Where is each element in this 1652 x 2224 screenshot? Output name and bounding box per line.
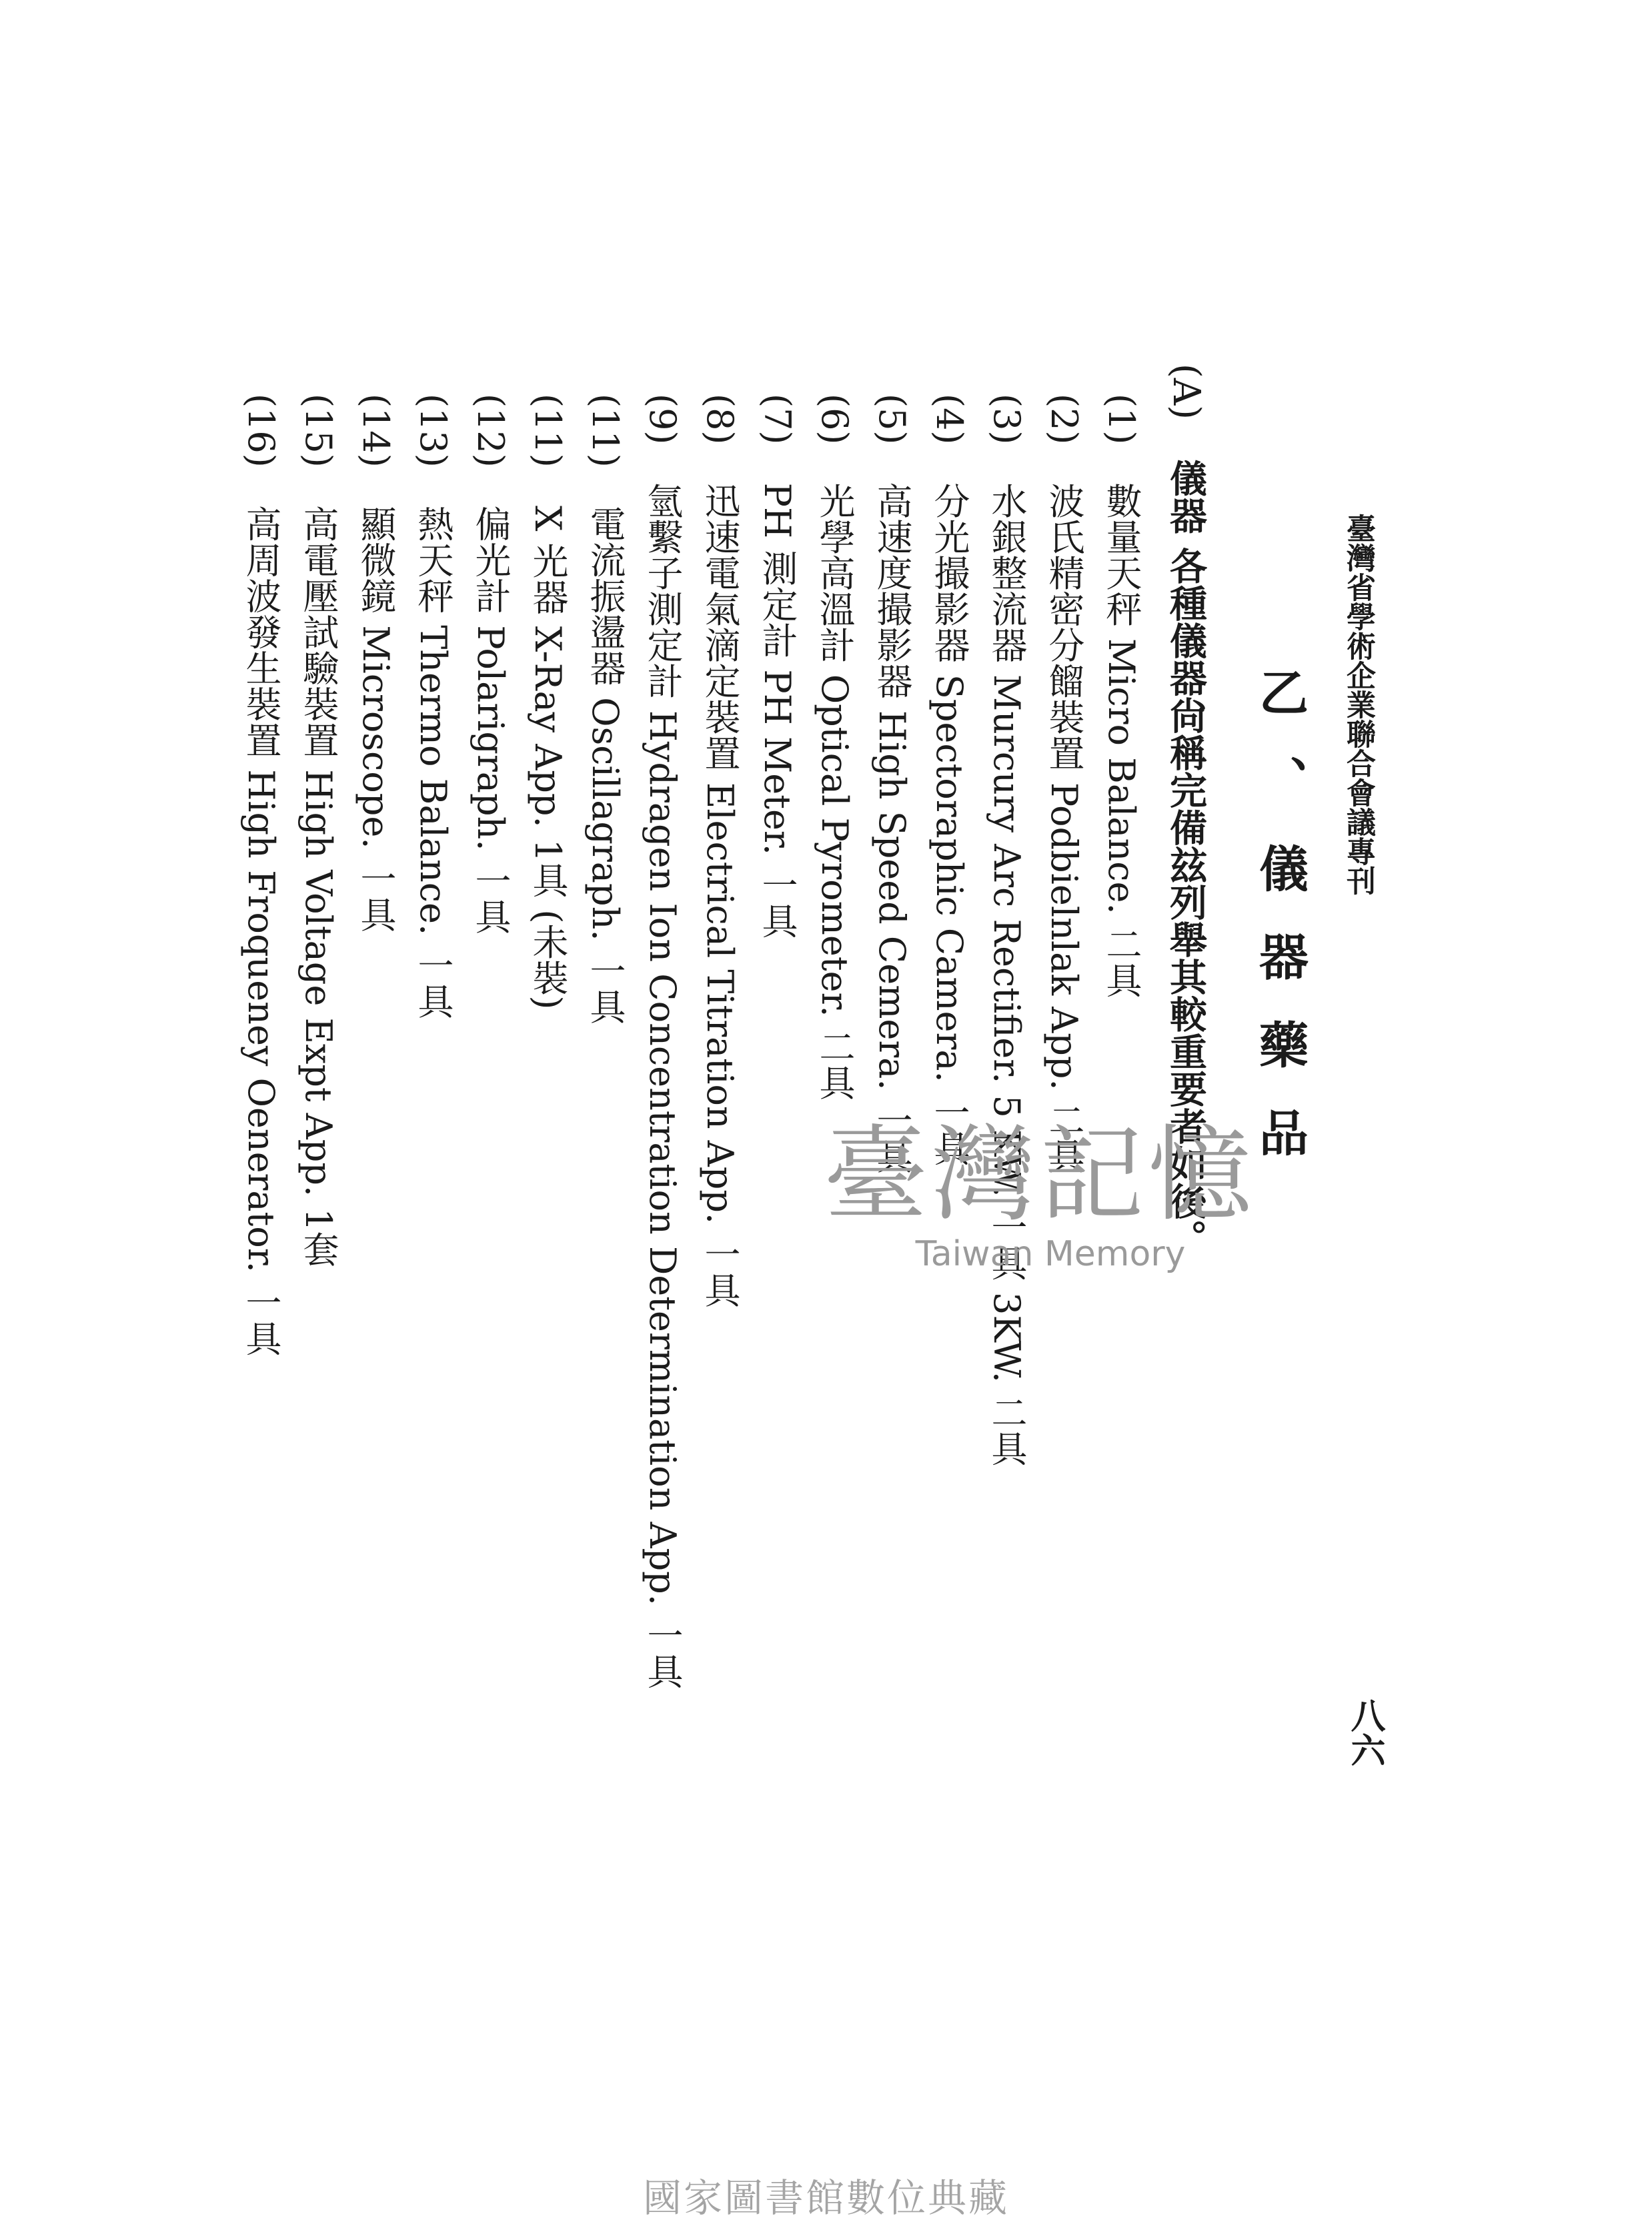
item-number: (14): [355, 394, 397, 468]
item-number: (3): [986, 394, 1028, 445]
item-text: 高周波發生裝置 High Froqueney Oenerator. 一具: [240, 506, 282, 1356]
list-item: [1043, 394, 1085, 1174]
item-text: PH 測定計 PH Meter. 一具: [756, 482, 798, 939]
list-item: [871, 394, 913, 1174]
item-number: (9): [642, 394, 684, 445]
item-number: (5): [871, 394, 913, 445]
intro-text: 儀器 各種儀器尙稱完備玆列舉其較重要者如後。: [1164, 459, 1208, 1257]
item-text: 光學高溫計 Optical Pyrometer. 二具: [814, 482, 856, 1101]
list-item: [642, 394, 684, 1690]
item-text: 偏光計 Polarigraph. 一具: [470, 506, 512, 935]
item-text: 電流振盪器 Oscillagraph. 一具: [584, 506, 626, 1025]
watermark-cjk: 臺灣記憶: [824, 1114, 1256, 1235]
item-number: (2): [1043, 394, 1085, 445]
intro-label: (A): [1164, 364, 1208, 420]
item-text: 水銀整流器 Murcury Arc Rectifier. 5 KW. 一具 3KW. 二具: [986, 482, 1028, 1467]
item-number: (12): [470, 394, 512, 468]
item-text: 顯微鏡 Microscope. 一具: [355, 506, 397, 933]
watermark-en: Taiwan Memory: [915, 1234, 1186, 1274]
section-title: 乙、儀器藥品: [1251, 667, 1309, 1195]
list-item: [928, 394, 970, 1166]
item-number: (7): [756, 394, 798, 445]
item-text: 迅速電氣滴定裝置 Electrical Titration App. 一具: [699, 482, 741, 1308]
list-item: [527, 394, 569, 1010]
item-text: 數量天秤 Micro Balance. 二具: [1100, 482, 1142, 998]
item-text: 高速度撮影器 High Speed Cemera. 一具: [871, 482, 913, 1174]
item-number: (16): [240, 394, 282, 468]
item-number: (1): [1100, 394, 1142, 445]
item-number: (6): [814, 394, 856, 445]
list-item: [240, 394, 282, 1356]
item-text: 氫繫子測定計 Hydragen Ion Concentration Determination App. 一具: [642, 482, 684, 1690]
running-header: 臺灣省學術企業聯合會議專刊: [1341, 514, 1375, 895]
list-item: [1100, 394, 1142, 998]
list-item: [699, 394, 741, 1308]
list-item: [756, 394, 798, 939]
watermark-logo: [824, 1111, 1291, 1284]
list-item: [412, 394, 454, 1019]
item-number: (13): [412, 394, 454, 468]
item-text: 高電壓試驗裝置 High Voltage Expt App. 1套: [297, 506, 339, 1267]
page-number: 八六: [1345, 1698, 1385, 1767]
item-number: (15): [297, 394, 339, 468]
list-item: [355, 394, 397, 933]
list-item: [986, 394, 1028, 1467]
footer-collection: 國家圖書館數位典藏: [642, 2175, 1009, 2221]
item-number: (11): [527, 394, 569, 468]
item-number: (11): [584, 394, 626, 468]
list-item: [470, 394, 512, 935]
item-number: (8): [699, 394, 741, 445]
item-number: (4): [928, 394, 970, 445]
item-text: 熱天秤 Thermo Balance. 一具: [412, 506, 454, 1019]
list-item: [584, 394, 626, 1025]
list-item: [297, 394, 339, 1267]
item-text: X 光器 X-Ray App. 1具 (未裝): [527, 506, 569, 1010]
list-item: [814, 394, 856, 1101]
item-text: 波氏精密分餾裝置 Podbielnlak App. 二具: [1043, 482, 1085, 1174]
item-text: 分光撮影器 Spectoraphic Camera. 一具: [928, 482, 970, 1166]
